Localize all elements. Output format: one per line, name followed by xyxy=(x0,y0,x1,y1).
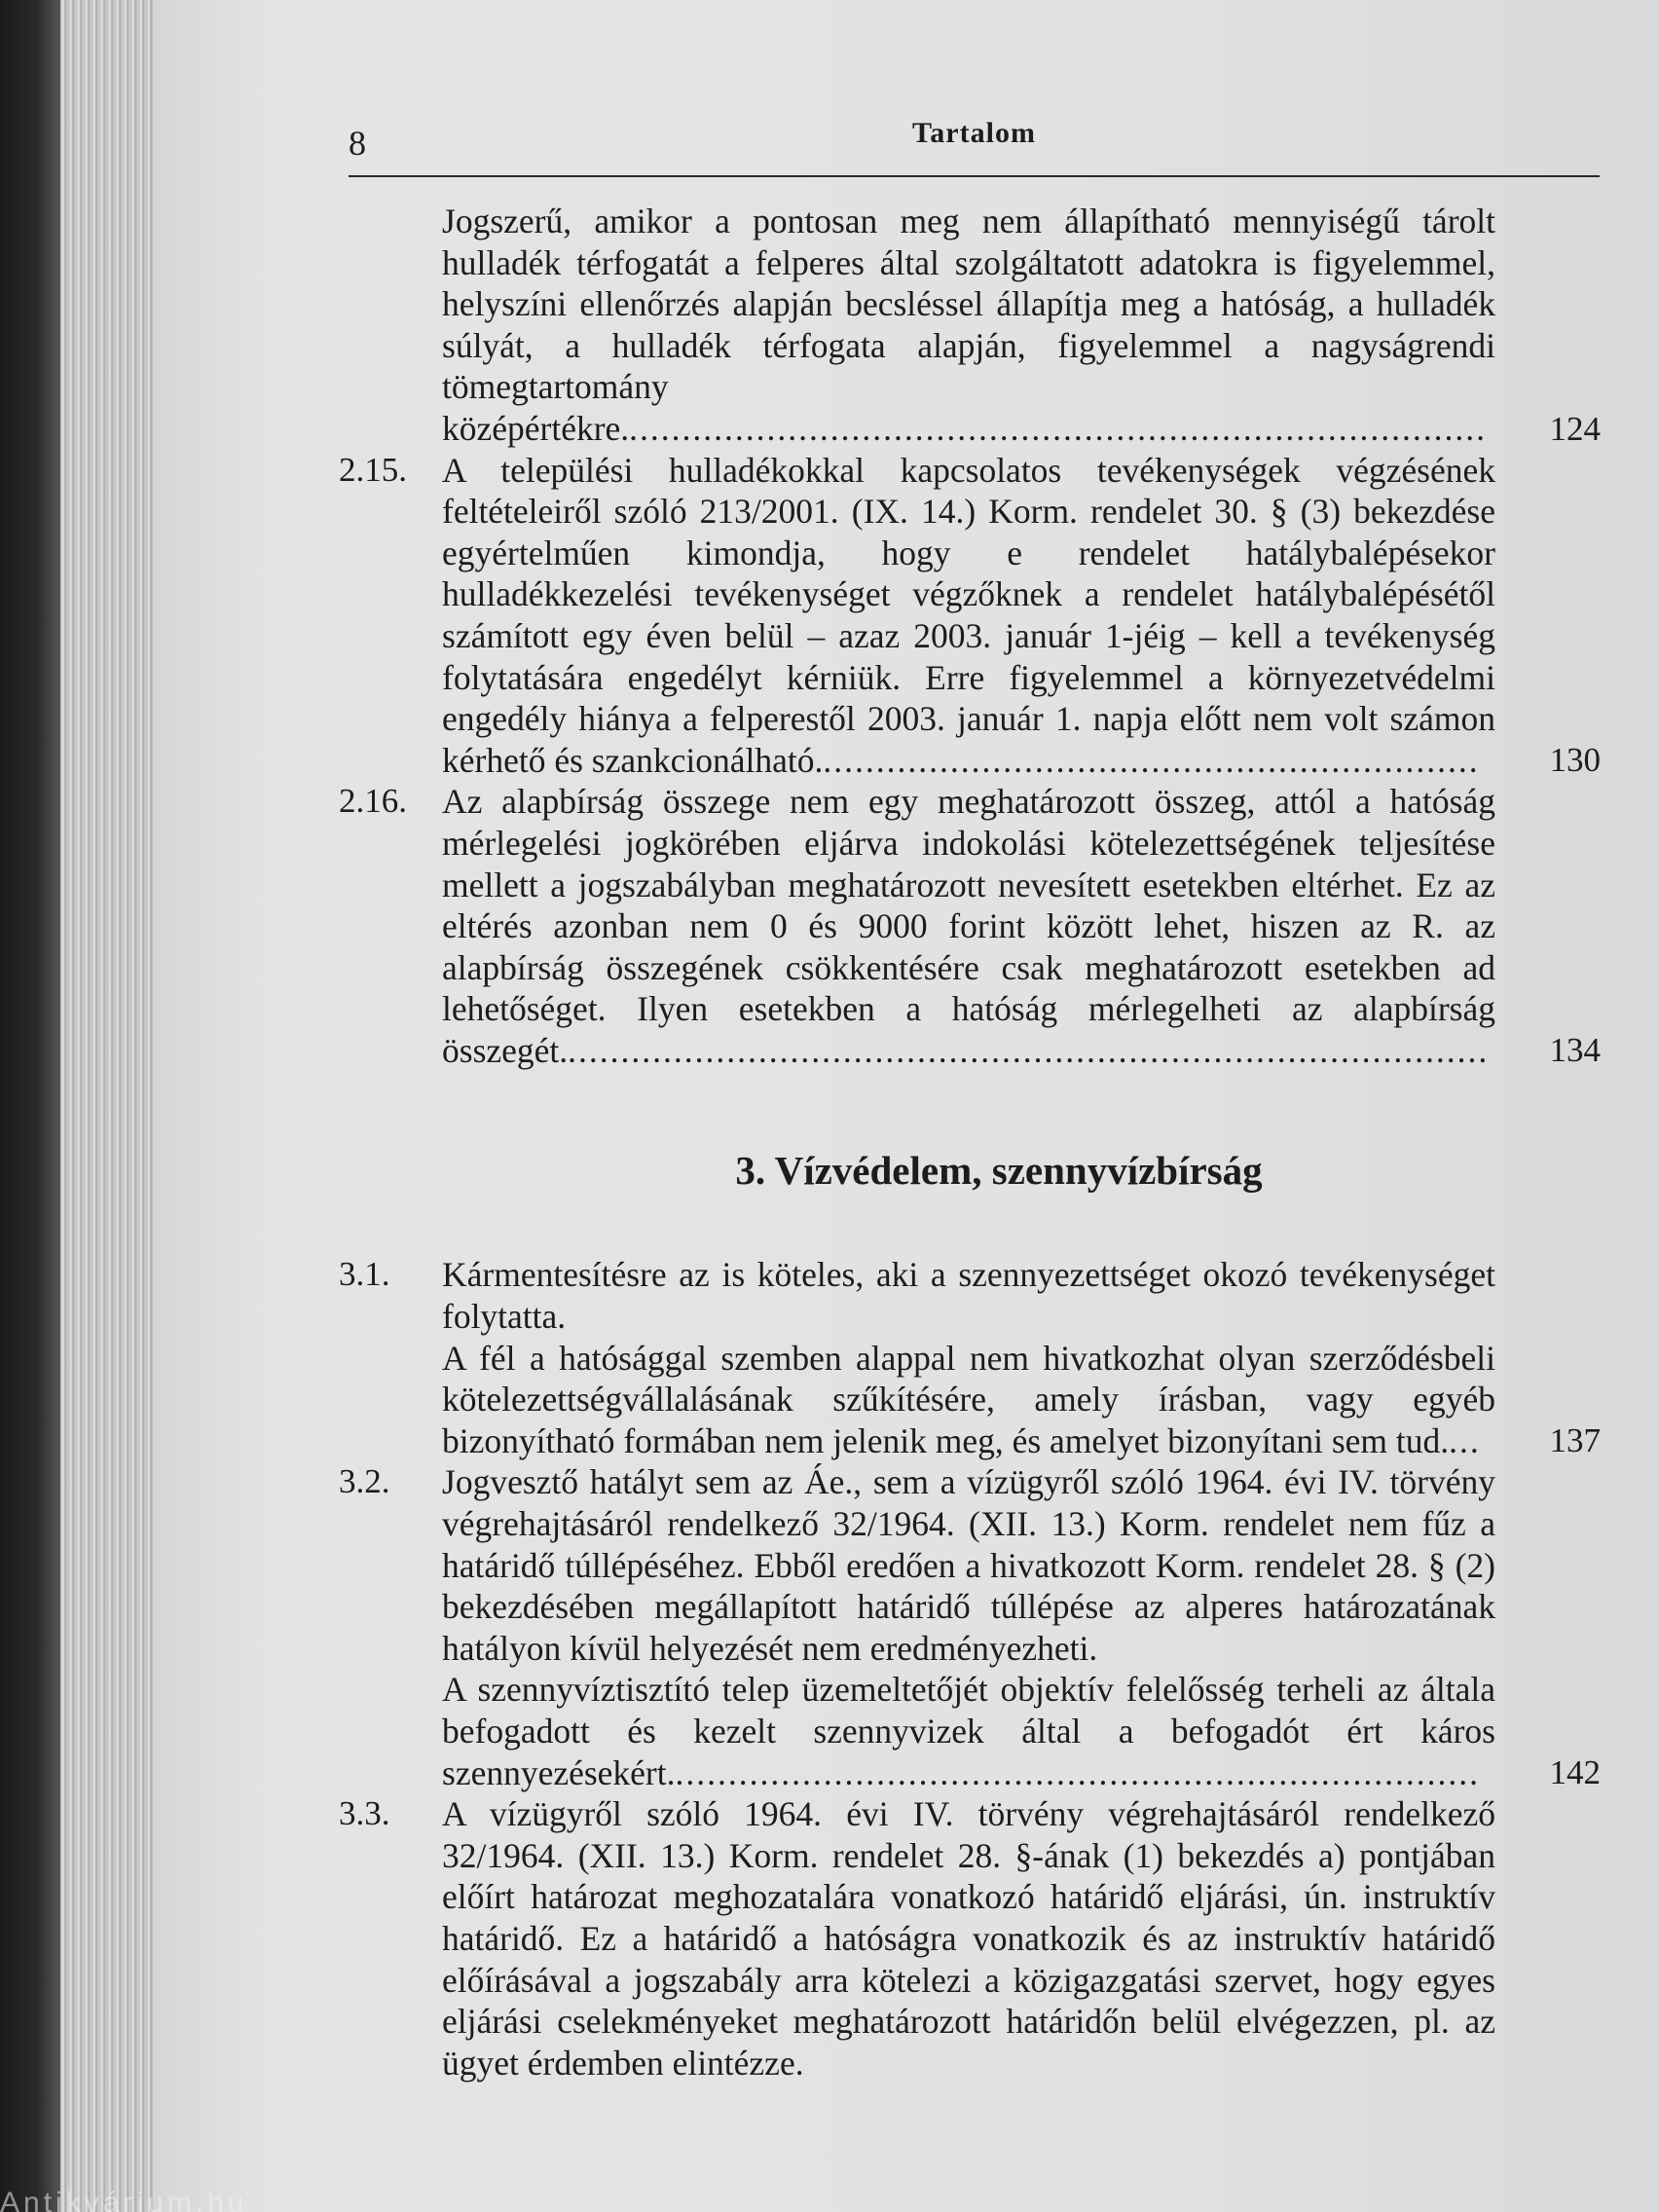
running-header xyxy=(349,115,1600,177)
toc-entry[interactable] xyxy=(339,450,1601,782)
entry-paragraph-text: Jogszerű, amikor a pontosan meg nem állapítható mennyiségű tárolt hulladék térfogatát a felperes által szolgáltatott adatokra is figyelemmel, helyszíni ellenőrzés alapján becsléssel állapítja meg a hatóság, a hulladék súlyát, a hulladék térfogata alapján, figyelemmel a nagyságrendi tömegtartomány középértékre. xyxy=(442,202,1495,448)
dot-leader: ............................................................................ xyxy=(675,1752,1480,1792)
page-reference[interactable]: 124 xyxy=(1549,409,1601,448)
dot-leader: ....................................................................................... xyxy=(568,1030,1490,1070)
entry-text xyxy=(442,1461,1495,1793)
toc-entry[interactable] xyxy=(339,781,1601,1071)
entry-number: 2.15. xyxy=(339,450,407,489)
entry-text xyxy=(442,781,1495,1071)
entry-paragraph: A vízügyről szóló 1964. évi IV. törvény végrehajtásáról rendelkező 32/1964. (XII. 13.) Korm. rendelet 28. §-ának (1) bekezdés a) pontjában előírt határozat meghozatalára vonatkozó határidő eljárási, ún. instruktív határidő. Ez a határidő a hatóságra vonatkozik és az instruktív határidő előírásával a jogszabály arra kötelezi a közigazgatási szervet, hogy egyes eljárási cselekményeket meghatározott határidőn belül elvégezzen, pl. az ügyet érdemben elintézze. xyxy=(442,1794,1495,2083)
page-reference[interactable]: 130 xyxy=(1549,741,1601,780)
entry-paragraph xyxy=(442,450,1495,782)
entry-number: 3.1. xyxy=(339,1255,390,1294)
entry-paragraph: Kármentesítésre az is köteles, aki a szennyezettséget okozó tevékenységet folytatta. xyxy=(442,1255,1495,1337)
toc-entry[interactable] xyxy=(339,1793,1601,2083)
entry-number: 2.16. xyxy=(339,782,407,821)
toc-content xyxy=(339,201,1601,2083)
toc-part-2 xyxy=(339,201,1601,1071)
dot-leader: ... xyxy=(1449,1420,1481,1460)
entry-number: 3.2. xyxy=(339,1462,390,1501)
entry-text xyxy=(442,450,1495,782)
entry-text xyxy=(442,1254,1495,1461)
book-spine xyxy=(0,0,60,2212)
page-edges xyxy=(60,0,153,2212)
toc-entry[interactable] xyxy=(339,1461,1601,1793)
entry-text xyxy=(442,1793,1495,2083)
page-number: 8 xyxy=(349,124,366,163)
dot-leader: .............................................................. xyxy=(823,740,1480,780)
entry-paragraph-text: A települési hulladékokkal kapcsolatos tevékenységek végzésének feltételeiről szóló 213/2001. (IX. 14.) Korm. rendelet 30. § (3) bekezdése egyértelműen kimondja, hogy e rendelet hatálybalépésekor hulladékkezelési tevékenységet végzőknek a rendelet hatálybalépésétől számított egy éven belül – azaz 2003. január 1-jéig – kell a tevékenység folytatására engedélyt kérniük. Erre figyelemmel a környezetvédelmi engedély hiánya a felperestől 2003. január 1. napja előtt nem volt számon kérhető és szankcionálható. xyxy=(442,450,1495,780)
running-title: Tartalom xyxy=(912,117,1036,149)
entry-paragraph xyxy=(442,201,1495,450)
toc-part-3 xyxy=(339,1254,1601,2083)
entry-number: 3.3. xyxy=(339,1794,390,1833)
toc-entry[interactable] xyxy=(339,201,1601,450)
entry-paragraph xyxy=(442,1669,1495,1793)
toc-entry[interactable] xyxy=(339,1254,1601,1461)
page-reference[interactable]: 134 xyxy=(1549,1031,1601,1070)
page-reference[interactable]: 137 xyxy=(1549,1421,1601,1460)
entry-paragraph-text: A szennyvíztisztító telep üzemeltetőjét objektív felelősség terheli az általa befogadott és kezelt szennyvizek által a befogadót ért káros szennyezésekért. xyxy=(442,1670,1495,1792)
entry-paragraph xyxy=(442,781,1495,1071)
entry-paragraph xyxy=(442,1338,1495,1462)
entry-paragraph-text: A fél a hatósággal szemben alappal nem hivatkozhat olyan szerződésbeli kötelezettségvállalásának szűkítésére, amely írásban, vagy egyéb bizonyítható formában nem jelenik meg, és amelyet bizonyítani sem tud. xyxy=(442,1338,1495,1460)
entry-text xyxy=(442,201,1495,450)
entry-paragraph-text: Az alapbírság összege nem egy meghatározott összeg, attól a hatóság mérlegelési jogkörében eljárva indokolási kötelezettségének teljesítése mellett a jogszabályban meghatározott nevesített esetekben eltérhet. Ez az eltérés azonban nem 0 és 9000 forint között lehet, hiszen az R. az alapbírság összegének csökkentésére csak meghatározott esetekben ad lehetőséget. Ilyen esetekben a hatóság mérlegelheti az alapbírság összegét. xyxy=(442,782,1495,1070)
entry-paragraph: Jogvesztő hatályt sem az Áe., sem a vízügyről szóló 1964. évi IV. törvény végrehajtásáról rendelkező 32/1964. (XII. 13.) Korm. rendelet nem fűz a határidő túllépéséhez. Ebből eredően a hivatkozott Korm. rendelet 28. § (2) bekezdésében megállapított határidő túllépése az alperes határozatának hatályon kívül helyezését nem eredményezheti. xyxy=(442,1462,1495,1668)
page-reference[interactable]: 142 xyxy=(1549,1753,1601,1792)
section-title: 3. Vízvédelem, szennyvízbírság xyxy=(735,1148,1263,1194)
dot-leader: ................................................................................. xyxy=(629,408,1488,448)
watermark: Antikvárium.hu xyxy=(0,2187,248,2212)
